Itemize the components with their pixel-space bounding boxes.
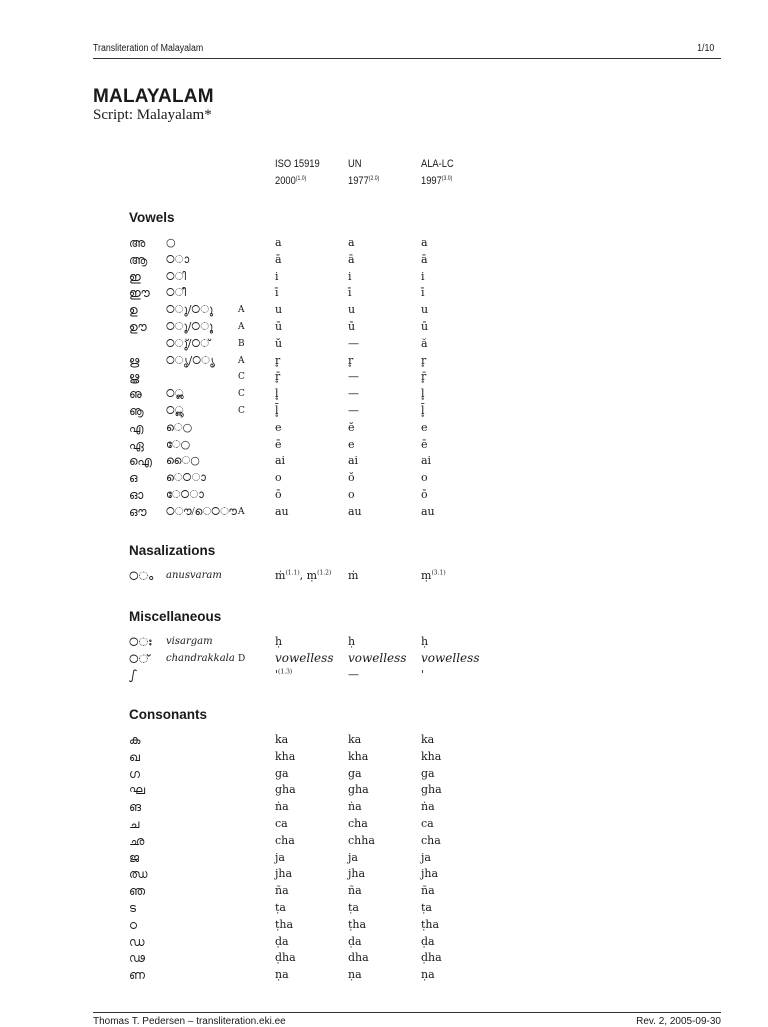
iso-value: ē xyxy=(275,437,282,451)
iso-value: r̥̄ xyxy=(275,370,281,384)
table-row xyxy=(0,303,768,320)
table-row xyxy=(0,370,768,387)
vowel-sign: ○ാ xyxy=(166,252,190,266)
script-glyph: ഉ xyxy=(129,303,138,318)
un-value: ŏ xyxy=(348,471,355,485)
un-value: gha xyxy=(348,783,369,797)
page-number: 1/10 xyxy=(697,43,715,54)
ala-value: r̥ xyxy=(421,353,427,367)
table-row xyxy=(0,270,768,287)
ala-value: ī xyxy=(421,286,425,300)
ala-value: ṭa xyxy=(421,901,432,914)
table-row xyxy=(0,851,768,868)
iso-value: o xyxy=(275,471,282,485)
table-row xyxy=(0,569,768,586)
ala-value: ga xyxy=(421,766,435,780)
column-head-un xyxy=(348,157,379,189)
iso-value: ṭa xyxy=(275,901,286,914)
iso-value: e xyxy=(275,420,282,434)
table-row xyxy=(0,488,768,505)
iso-value: l̥ xyxy=(275,387,279,401)
column-iso-year-line xyxy=(275,172,320,189)
un-value: ṁ xyxy=(348,569,359,582)
script-glyph: ഞ xyxy=(129,884,146,899)
iso-value: ai xyxy=(275,454,286,468)
iso-sep: , xyxy=(299,569,307,582)
un-value: ka xyxy=(348,733,362,746)
script-glyph: ഘ xyxy=(129,783,146,798)
iso-value: ī xyxy=(275,286,279,300)
table-row xyxy=(0,354,768,371)
table-row xyxy=(0,320,768,337)
script-glyph: ൠ xyxy=(129,370,140,385)
note-letter: D xyxy=(238,654,246,664)
script-glyph: ആ xyxy=(129,252,148,267)
script-glyph: ഽ xyxy=(129,668,137,682)
header-title: Transliteration of Malayalam xyxy=(93,43,204,54)
ala-value: l̥ xyxy=(421,387,425,401)
script-glyph: ഔ xyxy=(129,504,147,519)
un-value: — xyxy=(348,336,359,350)
vowel-sign: ○ xyxy=(166,236,176,249)
column-ala-ref: (3.0) xyxy=(441,176,453,182)
vowel-sign: ○ൣ xyxy=(166,404,184,417)
note-letter: C xyxy=(238,406,245,416)
column-un-name: UN xyxy=(348,158,362,170)
vowel-sign: ○ീ xyxy=(166,286,186,300)
un-value: e xyxy=(348,437,355,451)
table-row xyxy=(0,404,768,421)
table-row xyxy=(0,767,768,784)
iso-value: gha xyxy=(275,783,296,797)
iso-value: ṅa xyxy=(275,800,289,814)
footer-rule xyxy=(93,1012,721,1013)
script-glyph: ഓ xyxy=(129,488,144,502)
iso-value: cha xyxy=(275,833,295,847)
script-glyph: ക xyxy=(129,733,141,747)
ala-value: ca xyxy=(421,817,434,830)
ala-value: ā xyxy=(421,252,428,266)
note-letter: A xyxy=(238,506,245,517)
table-row xyxy=(0,253,768,270)
vowel-sign: ○ൗ/െ○ൗ xyxy=(166,504,237,518)
table-row xyxy=(0,901,768,918)
script-glyph: ങ xyxy=(129,800,142,815)
ala-value: u xyxy=(421,303,429,317)
column-ala-year-line xyxy=(421,172,454,189)
un-value: jha xyxy=(348,867,366,881)
table-row xyxy=(0,834,768,851)
un-value: ā xyxy=(348,252,355,266)
page-header xyxy=(93,43,715,59)
un-value: ña xyxy=(348,884,362,898)
vowel-sign: െ○ാ xyxy=(166,471,206,485)
sign-name: visargam xyxy=(166,636,213,647)
vowel-sign: ○ൂ/○ൂ xyxy=(166,320,214,333)
iso-value xyxy=(275,668,292,681)
un-value: ai xyxy=(348,454,359,468)
un-value: ḍa xyxy=(348,934,362,948)
ala-value: ña xyxy=(421,884,435,898)
iso-value: ṭha xyxy=(275,917,294,931)
script-glyph: ഠ xyxy=(129,917,137,932)
ala-value: au xyxy=(421,504,435,518)
note-letter: A xyxy=(238,355,245,366)
ala-value: ka xyxy=(421,733,435,746)
un-value: cha xyxy=(348,817,368,830)
table-row xyxy=(0,505,768,522)
ala-value: r̥̄ xyxy=(421,370,427,384)
script-glyph: ഡ xyxy=(129,934,145,949)
iso-ref-2: (1.2) xyxy=(317,569,332,577)
iso-value: l̥̄ xyxy=(275,404,279,417)
un-value: ga xyxy=(348,766,362,780)
ala-value: o xyxy=(421,471,428,485)
vowel-sign: ○ൃ/○ൃ xyxy=(166,353,215,367)
un-value: ū xyxy=(348,320,356,333)
vowel-sign: െ○ xyxy=(166,420,193,434)
script-glyph: ഝ xyxy=(129,867,148,882)
table-row xyxy=(0,337,768,354)
un-value: ṅa xyxy=(348,800,362,814)
note-letter: A xyxy=(238,322,245,332)
iso-value: ā xyxy=(275,252,282,266)
ala-value: ḥ xyxy=(421,635,429,648)
un-value: ṭa xyxy=(348,901,359,914)
iso-value: ḍha xyxy=(275,951,296,965)
ala-value: jha xyxy=(421,867,439,881)
ala-value: ṅa xyxy=(421,800,435,814)
ala-ref: (3.1) xyxy=(431,569,446,577)
ala-value: i xyxy=(421,269,425,283)
un-value: ī xyxy=(348,286,352,300)
table-row xyxy=(0,968,768,985)
ala-value: a xyxy=(421,236,428,249)
vowel-sign: ○ു്/○് xyxy=(166,336,211,350)
footer-revision: Rev. 2, 2005-09-30 xyxy=(636,1016,721,1027)
un-value: kha xyxy=(348,749,369,763)
page-footer xyxy=(93,1014,721,1026)
vowel-sign: േ○ xyxy=(166,437,191,451)
column-iso-year: 2000 xyxy=(275,175,296,187)
ala-value: vowelless xyxy=(421,651,480,665)
table-row xyxy=(0,236,768,253)
iso-value: i xyxy=(275,269,279,283)
iso-main: ' xyxy=(275,668,279,681)
iso-value: ca xyxy=(275,817,288,830)
un-value: u xyxy=(348,303,356,317)
un-value: ṇa xyxy=(348,968,362,982)
table-row xyxy=(0,935,768,952)
script-glyph: ഢ xyxy=(129,951,145,966)
table-row xyxy=(0,733,768,750)
ala-value: ṭha xyxy=(421,917,440,931)
table-row xyxy=(0,421,768,438)
script-glyph: ഗ xyxy=(129,766,140,781)
iso-value: a xyxy=(275,236,282,249)
script-glyph: ഐ xyxy=(129,454,152,469)
ala-value: ja xyxy=(421,850,431,864)
ala-value: ṇa xyxy=(421,968,435,982)
table-row xyxy=(0,652,768,669)
vowel-sign: േ○ാ xyxy=(166,488,204,501)
column-iso-ref: (1.0) xyxy=(295,176,307,182)
column-head-iso xyxy=(275,157,320,189)
note-letter: A xyxy=(238,305,245,316)
script-glyph: ണ xyxy=(129,968,145,983)
document-subtitle: Script: Malayalam* xyxy=(93,107,212,123)
table-row xyxy=(0,454,768,471)
iso-value: au xyxy=(275,504,289,518)
note-letter: C xyxy=(238,389,245,400)
script-glyph: ഛ xyxy=(129,833,145,848)
table-row xyxy=(0,750,768,767)
iso-value: u xyxy=(275,303,283,317)
script-glyph: ട xyxy=(129,901,137,915)
vowel-sign: ○ൢ xyxy=(166,387,184,401)
script-glyph: ജ xyxy=(129,850,140,865)
un-value: r̥ xyxy=(348,353,354,367)
column-un-year-line xyxy=(348,172,379,189)
table-row xyxy=(0,668,768,685)
script-glyph: ഒ xyxy=(129,471,138,486)
ala-value: ō xyxy=(421,488,428,501)
section-title-nasalizations: Nasalizations xyxy=(129,543,216,558)
iso-ref: (1.1) xyxy=(285,569,300,577)
un-value: chha xyxy=(348,833,375,847)
column-un-ref: (2.0) xyxy=(368,176,380,182)
iso-value: ḥ xyxy=(275,635,283,648)
iso-value: ḍa xyxy=(275,934,289,948)
script-glyph: ഊ xyxy=(129,320,147,334)
un-value: ja xyxy=(348,850,358,864)
note-letter: C xyxy=(238,372,245,383)
un-value: vowelless xyxy=(348,651,407,665)
table-row xyxy=(0,884,768,901)
iso-main: ṁ xyxy=(275,569,286,582)
ala-value: l̥̄ xyxy=(421,404,425,417)
iso-value: ka xyxy=(275,733,289,746)
script-glyph: ഏ xyxy=(129,437,144,452)
ala-value xyxy=(421,569,446,582)
un-value: — xyxy=(348,404,359,417)
section-title-miscellaneous: Miscellaneous xyxy=(129,609,222,624)
un-value: au xyxy=(348,504,362,518)
un-value: a xyxy=(348,236,355,249)
un-value: ḥ xyxy=(348,635,356,648)
script-glyph: അ xyxy=(129,236,146,250)
script-glyph: ഌ xyxy=(129,387,142,402)
iso-value: ṇa xyxy=(275,968,289,982)
iso-value: ga xyxy=(275,766,289,780)
iso-alt: ṃ xyxy=(306,569,318,582)
ala-value: kha xyxy=(421,749,442,763)
ala-value: cha xyxy=(421,833,441,847)
script-glyph: ഇ xyxy=(129,269,141,284)
vowel-sign: ○ു/○ു xyxy=(166,303,214,317)
vowel-sign: ൈ○ xyxy=(166,454,200,468)
footer-author: Thomas T. Pedersen – transliteration.eki.ee xyxy=(93,1016,286,1027)
iso-value: ja xyxy=(275,850,285,864)
ala-value: ḍha xyxy=(421,951,442,965)
sign-name: chandrakkala xyxy=(166,653,235,664)
iso-value: ū xyxy=(275,320,283,333)
document-title: MALAYALAM xyxy=(93,86,214,107)
table-row xyxy=(0,438,768,455)
un-value: ĕ xyxy=(348,420,355,434)
script-glyph: ഈ xyxy=(129,286,150,301)
un-value: — xyxy=(348,387,359,401)
table-row xyxy=(0,800,768,817)
iso-value xyxy=(275,569,331,582)
script-glyph: ഋ xyxy=(129,353,140,368)
column-iso-name: ISO 15919 xyxy=(275,158,320,170)
ala-value: ă xyxy=(421,336,428,350)
un-value: dha xyxy=(348,951,369,965)
column-un-year: 1977 xyxy=(348,175,369,187)
section-title-consonants: Consonants xyxy=(129,707,208,722)
column-ala-year: 1997 xyxy=(421,175,442,187)
column-head-ala xyxy=(421,157,454,189)
script-glyph: ൡ xyxy=(129,404,144,418)
un-value: — xyxy=(348,668,359,681)
iso-value: ō xyxy=(275,488,282,501)
un-value: i xyxy=(348,269,352,283)
ala-value: ḍa xyxy=(421,934,435,948)
ala-value: ē xyxy=(421,437,428,451)
ala-value: ai xyxy=(421,454,432,468)
iso-value: r̥ xyxy=(275,353,281,367)
ala-value: ' xyxy=(421,668,425,681)
table-row xyxy=(0,867,768,884)
iso-value: vowelless xyxy=(275,651,334,665)
iso-value: jha xyxy=(275,867,293,881)
ala-main: ṃ xyxy=(421,569,432,582)
iso-value: kha xyxy=(275,749,296,763)
iso-ref: (1.3) xyxy=(278,668,293,676)
table-row xyxy=(0,783,768,800)
ala-value: gha xyxy=(421,783,442,797)
table-row xyxy=(0,286,768,303)
iso-value: ŭ xyxy=(275,336,283,350)
script-glyph: ഖ xyxy=(129,749,140,764)
un-value: — xyxy=(348,370,359,384)
table-row xyxy=(0,471,768,488)
table-row xyxy=(0,635,768,652)
table-row xyxy=(0,918,768,935)
vowel-sign: ○ി xyxy=(166,269,186,283)
section-title-vowels: Vowels xyxy=(129,210,175,225)
note-letter: B xyxy=(238,338,245,349)
column-ala-name: ALA-LC xyxy=(421,158,454,170)
script-glyph: ○ഃ xyxy=(129,635,152,649)
table-row xyxy=(0,951,768,968)
script-glyph: ○ം xyxy=(129,569,154,583)
sign-name: anusvaram xyxy=(166,570,222,581)
header-rule xyxy=(93,58,721,59)
un-value: o xyxy=(348,488,355,501)
table-row xyxy=(0,387,768,404)
script-glyph: ○് xyxy=(129,652,150,666)
ala-value: ū xyxy=(421,320,429,333)
iso-value: ña xyxy=(275,884,289,898)
script-glyph: എ xyxy=(129,420,144,435)
un-value: ṭha xyxy=(348,917,367,931)
ala-value: e xyxy=(421,420,428,434)
table-row xyxy=(0,817,768,834)
script-glyph: ച xyxy=(129,817,140,831)
